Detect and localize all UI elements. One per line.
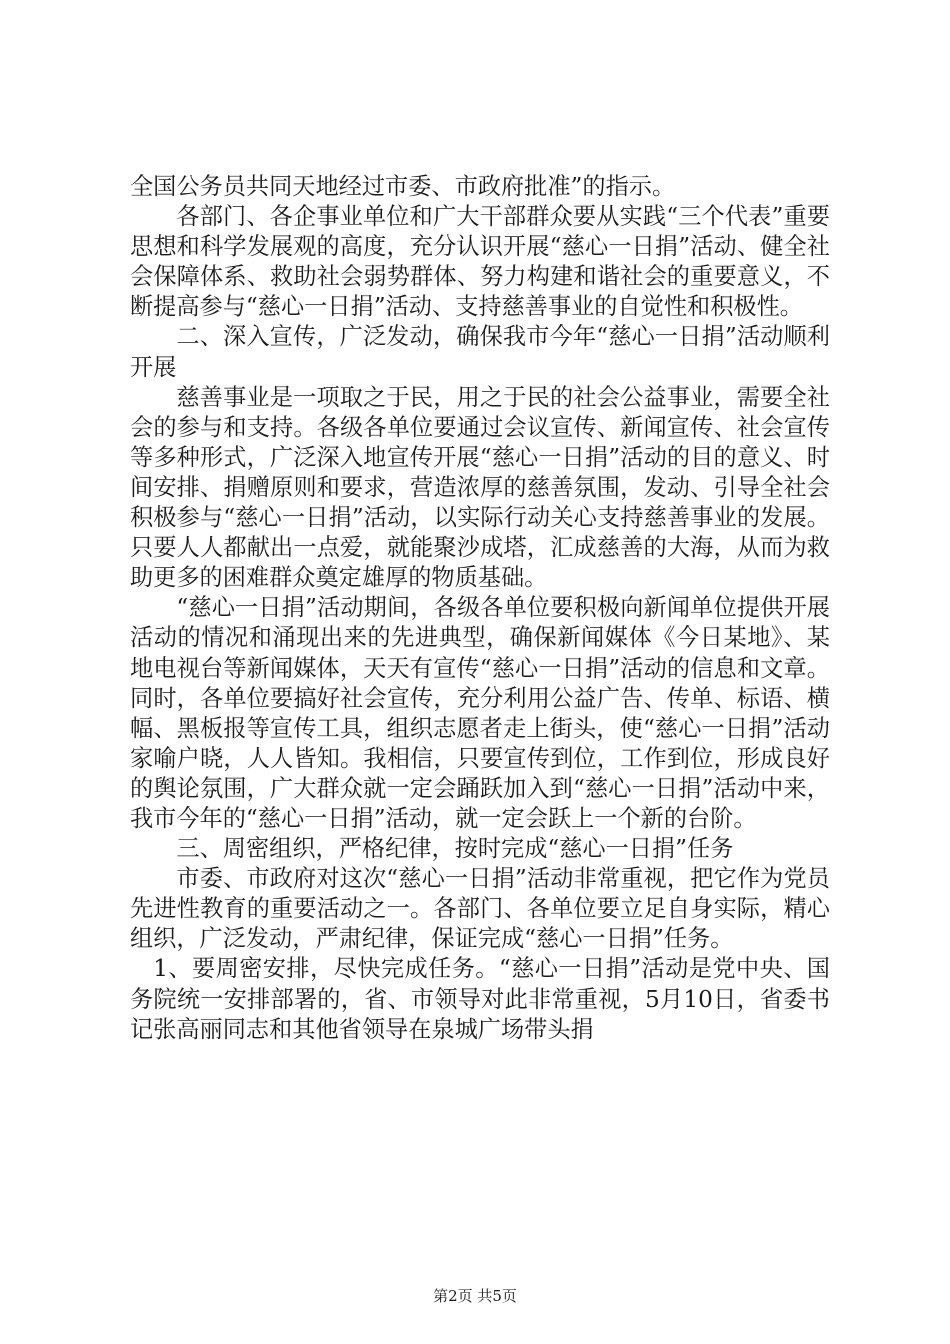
- list-item: 1、要周密安排，尽快完成任务。“慈心一日捐”活动是党中央、国务院统一安排部署的，省、市领导对此非常重视，5月10日，省委书记张高丽同志和其他省领导在泉城广场带头捐: [130, 955, 830, 1043]
- section-heading: 二、深入宣传，广泛发动，确保我市今年“慈心一日捐”活动顺利开展: [130, 323, 830, 381]
- paragraph: 各部门、各企事业单位和广大干部群众要从实践“三个代表”重要思想和科学发展观的高度，充分认识开展“慈心一日捐”活动、健全社会保障体系、救助社会弱势群体、努力构建和谐社会的重要意义，不断提高参与“慈心一日捐”活动、支持慈善事业的自觉性和积极性。: [130, 203, 830, 321]
- section-heading: 三、周密组织，严格纪律，按时完成“慈心一日捐”任务: [176, 835, 734, 863]
- paragraph-continuation: 全国公务员共同天地经过市委、市政府批准”的指示。: [130, 173, 676, 200]
- paragraph: 市委、市政府对这次“慈心一日捐”活动非常重视，把它作为党员先进性教育的重要活动之一。各部门、各单位要立足自身实际，精心组织，广泛发动，严肃纪律，保证完成“慈心一日捐”任务。: [130, 865, 830, 953]
- document-body: [130, 172, 830, 1045]
- paragraph: 慈善事业是一项取之于民，用之于民的社会公益事业，需要全社会的参与和支持。各级各单位要通过会议宣传、新闻宣传、社会宣传等多种形式，广泛深入地宣传开展“慈心一日捐”活动的目的意义、时间安排、捐赠原则和要求，营造浓厚的慈善氛围，发动、引导全社会积极参与“慈心一日捐”活动，以实际行动关心支持慈善事业的发展。只要人人都献出一点爱，就能聚沙成塔，汇成慈善的大海，从而为救助更多的困难群众奠定雄厚的物质基础。: [130, 383, 830, 592]
- page-footer: 第2页 共5页: [433, 1287, 517, 1305]
- paragraph: “慈心一日捐”活动期间，各级各单位要积极向新闻单位提供开展活动的情况和涌现出来的先进典型，确保新闻媒体《今日某地》、某地电视台等新闻媒体，天天有宣传“慈心一日捐”活动的信息和文章。同时，各单位要搞好社会宣传，充分利用公益广告、传单、标语、横幅、黑板报等宣传工具，组织志愿者走上街头，使“慈心一日捐”活动家喻户晓，人人皆知。我相信，只要宣传到位，工作到位，形成良好的舆论氛围，广大群众就一定会踊跃加入到“慈心一日捐”活动中来，我市今年的“慈心一日捐”活动，就一定会跃上一个新的台阶。: [130, 594, 830, 832]
